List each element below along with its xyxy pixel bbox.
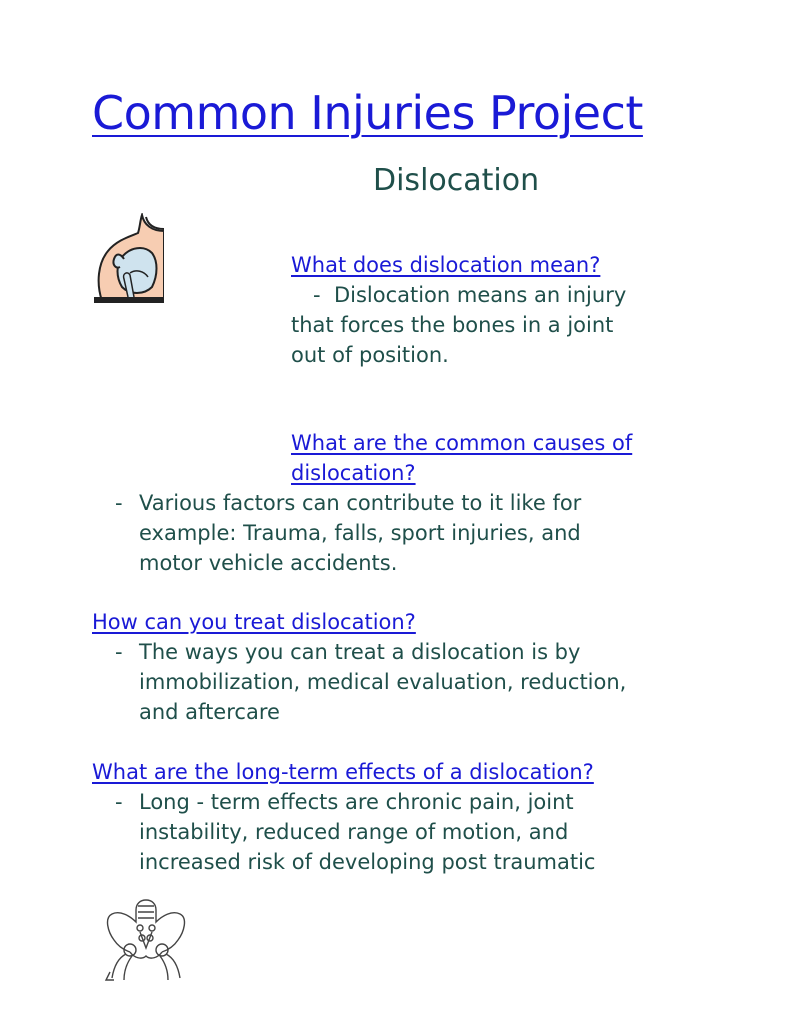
answer-long-term-effects: - Long - term effects are chronic pain, joint instability, reduced range of motion, and increased risk of developing post traumatic: [115, 790, 596, 874]
answer-definition: - Dislocation means an injury that forces the bones in a joint out of position.: [291, 283, 627, 367]
answer-treatment: - The ways you can treat a dislocation is by immobilization, medical evaluation, reduction, and aftercare: [115, 640, 627, 724]
bullet-dash: -: [313, 283, 321, 307]
shoulder-icon: [94, 213, 164, 303]
question-definition[interactable]: What does dislocation mean?: [291, 253, 601, 277]
question-treatment[interactable]: How can you treat dislocation?: [92, 610, 416, 634]
question-long-term-effects[interactable]: What are the long-term effects of a dislocation?: [92, 760, 594, 784]
page-title[interactable]: Common Injuries Project: [92, 86, 643, 140]
pelvis-icon: [100, 892, 192, 982]
page-subtitle: Dislocation: [373, 163, 540, 198]
answer-causes: - Various factors can contribute to it like for example: Trauma, falls, sport injuries, and motor vehicle accidents.: [115, 491, 582, 575]
question-causes[interactable]: What are the common causes of dislocation?: [291, 431, 633, 485]
